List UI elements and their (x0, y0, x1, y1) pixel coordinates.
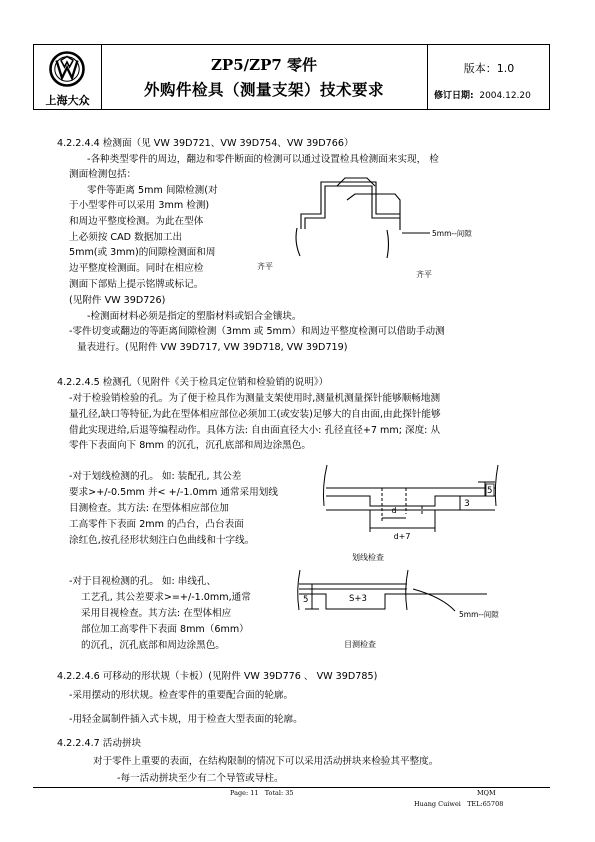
paragraph-line: -对于目视检测的孔。 如: 串线孔、 (69, 576, 217, 587)
section-4-2-2-4-4-heading: 4.2.2.4.4 检测面（见 VW 39D721、VW 39D754、VW 39D766） (57, 138, 354, 149)
gap-flush-diagram (250, 170, 500, 290)
version-cell (427, 45, 550, 109)
flush-right-curve (387, 230, 389, 258)
paragraph-line: -对于检验销检验的孔。为了便于检具作为测量支架使用时,测量机测量探针能够顺畅地测 (69, 393, 441, 404)
paragraph-line: -每一活动拼块至少有二个导管或导柱。 (117, 773, 284, 784)
dim-3-label: 3 (464, 499, 470, 509)
gap-label: 5mm--间隙 (432, 229, 472, 238)
paragraph-line: -检测面材料必须是指定的塑脂材料或铝合金镶块。 (87, 311, 302, 322)
break-line-right (495, 465, 498, 506)
hole-center-lines (382, 488, 422, 522)
break-line-left (298, 570, 300, 610)
author-tel: TEL:65708 (467, 800, 504, 808)
version-text: 版本：1.0 (463, 62, 515, 75)
gauge-face (347, 194, 400, 230)
author-name: Huang Cuiwei (414, 800, 461, 808)
paragraph-line: -对于划线检测的孔。 如: 装配孔, 其公差 (69, 471, 242, 482)
paragraph-line: 和周边平整度检测。为此在型体 (69, 216, 204, 227)
revision-date-value: 2004.12.20 (479, 91, 531, 101)
paragraph-line: 要求>+/-0.5mm 并< +/-1.0mm 通常采用划线 (69, 487, 278, 498)
dim-s3-label: S+3 (349, 594, 367, 604)
footer-author (414, 800, 503, 808)
gap-label: 5mm--间隙 (459, 610, 499, 619)
paragraph-line: 工艺孔, 其公差要求>=+/-1.0mm,通常 (81, 592, 251, 603)
paragraph-line: -各种类型零件的周边，翻边和零件断面的检测可以通过设置检具检测面来实现， 检 (87, 154, 439, 165)
paragraph-line: 借此实现进给,后退等编程动作。具体方法: 自由面直径大小: 孔径直径+7 mm; 深度: 从 (69, 425, 441, 436)
paragraph-line: 零件下表面向下 8mm 的沉孔，沉孔底部和周边涂黑色。 (69, 440, 311, 451)
flush-right-label: 齐平 (416, 270, 432, 279)
scribe-check-diagram (310, 462, 515, 570)
counterbore-profile (299, 594, 487, 609)
visual-check-caption: 目测检查 (344, 640, 376, 649)
paragraph-line: 量表进行。(见附件 VW 39D717, VW 39D718, VW 39D719) (77, 342, 348, 353)
paragraph-line: 测面下部贴上提示铭牌或标记。 (69, 279, 204, 290)
paragraph-line: -用轻金属制件插入式卡规，用于检查大型表面的轮廓。 (69, 714, 303, 725)
paragraph-line: 5mm(或 3mm)的间隙检测面和周 (69, 247, 216, 258)
brand-name: 上海大众 (45, 94, 90, 107)
section-4-2-2-4-5-heading: 4.2.2.4.5 检测孔（见附件《关于检具定位销和检验销的说明》） (57, 377, 329, 388)
paragraph-line: 涂红色,按孔径形状刻注白色曲线和十字线。 (69, 535, 255, 546)
break-line-right (406, 570, 408, 610)
page-title-line2: 外购件检具（测量支架）技术要求 (143, 81, 384, 99)
revision-date (434, 88, 531, 101)
paragraph-line: 于小型零件可以采用 3mm 检测) (69, 200, 210, 211)
document-header (33, 44, 550, 110)
dim-5-label: 5 (487, 486, 493, 496)
paragraph-line: 的沉孔，沉孔底部和周边涂黑色。 (81, 640, 225, 651)
footer-dept: MQM (477, 789, 496, 797)
visual-check-diagram (287, 565, 502, 655)
footer-divider (33, 787, 550, 788)
page-title-line1: ZP5/ZP7 零件 (210, 56, 318, 74)
page-number: Page: 11 (230, 789, 259, 797)
section-4-2-2-4-6-heading: 4.2.2.4.6 可移动的形状规（卡板）(见附件 VW 39D776 、 VW 39D785) (57, 671, 378, 682)
paragraph-line: -零件切变或翻边的等距离间隙检测（3mm 或 5mm）和周边平整度检测可以借助手动测 (69, 326, 445, 337)
scribe-check-caption: 划线检查 (352, 553, 384, 562)
dim-5-label: 5 (303, 595, 309, 605)
vw-logo-icon (49, 51, 85, 87)
part-profile (301, 182, 400, 229)
paragraph-line: 目测检查。其方法: 在型体相应部位加 (69, 503, 229, 514)
paragraph-line: 边平整度检测面。同时在相应检 (69, 263, 204, 274)
paragraph-line: 采用目视检查。其方法: 在型体相应 (81, 608, 232, 619)
revision-label: 修订日期: (434, 91, 474, 101)
paragraph-line: 工高零件下表面 2mm 的凸台，凸台表面 (69, 519, 244, 530)
gap-leader-line (413, 589, 455, 611)
section-4-2-2-4-7-heading: 4.2.2.4.7 活动拼块 (57, 738, 142, 749)
footer-page (230, 789, 294, 797)
paragraph-line: -采用摆动的形状规。检查零件的重要配合面的轮廓。 (69, 690, 294, 701)
paragraph-line: 对于零件上重要的表面，在结构限制的情况下可以采用活动拼块来检验其平整度。 (93, 756, 439, 767)
flush-left-curve (296, 228, 300, 256)
paragraph-line: 量孔径,缺口等特征,为此在型体相应部位必须加工(或安装)足够大的自由面,由此探针能够 (69, 409, 441, 420)
gauge-profile (305, 186, 400, 229)
paragraph-line: 测面检测包括： (69, 169, 137, 180)
part-lines (299, 584, 407, 589)
paragraph-line: (见附件 VW 39D726) (69, 295, 166, 306)
page-total: Total: 35 (264, 789, 294, 797)
paragraph-line: 零件等距离 5mm 间隙检测(对 (87, 185, 218, 196)
break-line-left (323, 465, 327, 506)
flush-left-label: 齐平 (257, 262, 273, 271)
dim-d-label: d (391, 506, 397, 515)
dim-d7-line (370, 510, 435, 532)
logo-cell (34, 45, 102, 109)
paragraph-line: 部位加工高零件下表面 8mm（6mm） (81, 624, 249, 635)
dim-d7-label: d+7 (393, 532, 411, 541)
paragraph-line: 上必须按 CAD 数据加工出 (69, 232, 183, 243)
